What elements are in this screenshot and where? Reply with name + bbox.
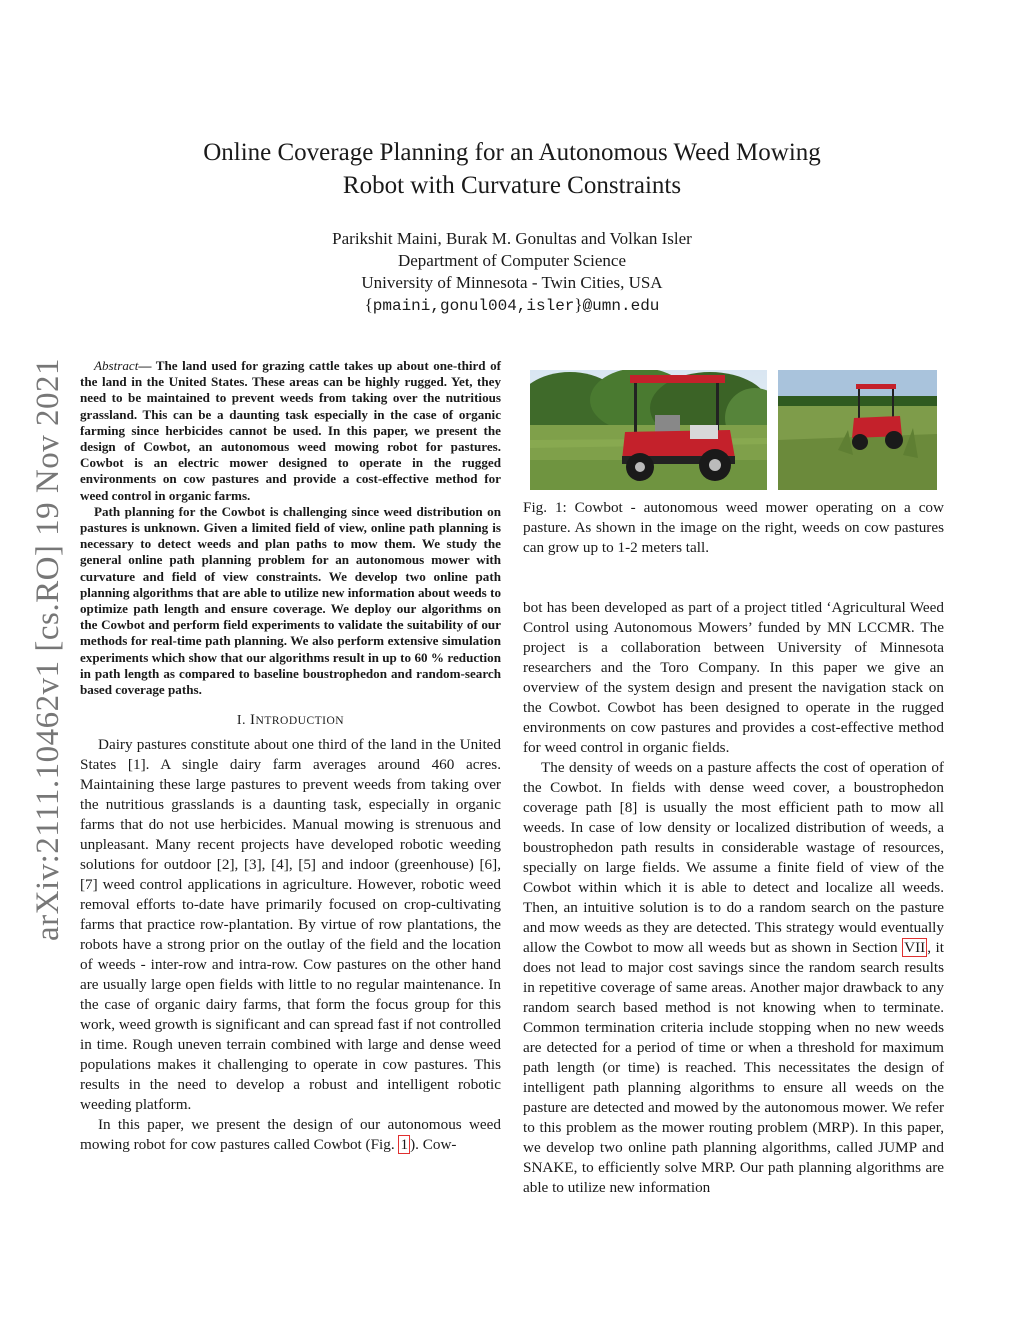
- email-brace-close: }: [574, 295, 583, 314]
- cowbot-photo-left-image: [530, 370, 767, 490]
- paper-title: [100, 136, 924, 202]
- figure-1: [530, 370, 937, 490]
- right-p2-text-a: The density of weeds on a pasture affects the cost of operation of the Cowbot. In fields with dense weed cover, a boustrophedon coverage path [8] is usually the most efficient path to mow all weeds. In case of low density or localized distribution of weeds, a boustrophedon path results in considerable wastage of resources, specially on large fields. We assume a finite field of view of the Cowbot within which it is able to detect and localize all weeds. Then, an intuitive solution is to do a random search on the pasture and mow weeds as they are detected. This strategy would eventually allow the Cowbot to mow all weeds but as shown in Section: [523, 759, 944, 956]
- section-title-rest: NTRODUCTION: [255, 715, 345, 728]
- cowbot-photo-right-image: [778, 370, 937, 490]
- author-block: [100, 228, 924, 317]
- cowbot-photo-left: [530, 370, 767, 490]
- right-paragraph-1: bot has been developed as part of a project titled ‘Agricultural Weed Control using Autonomous Mowers’ funded by MN LCCMR. The project is a collaboration between University of Minnesota researchers and the Toro Company. In this paper we give an overview of the system design and present the navigation stack on the Cowbot. Cowbot has been designed to operate in the rugged environments on cow pastures and provides a cost-effective method for weed control in organic fields.: [523, 599, 944, 756]
- arxiv-identifier: arXiv:2111.10462v1 [cs.RO] 19 Nov 2021: [30, 358, 66, 942]
- section-number: I.: [236, 713, 251, 729]
- abstract-text-1: The land used for grazing cattle takes up about one-third of the land in the United States. These areas can be highly rugged. Yet, they need to be maintained to prevent weeds from taking over the nutritious grassland. This can be a daunting task especially in the case of organic farming since herbicides cannot be used. In this paper, we present the design of Cowbot, an autonomous weed mowing robot for pastures. Cowbot is an electric mower designed to operate in the rugged environments on cow pastures and provide a cost-effective method for weed control in organic farms.: [80, 358, 501, 503]
- figure-1-caption: Fig. 1: Cowbot - autonomous weed mower operating on a cow pasture. As shown in the image on the right, weeds on cow pastures can grow up to 1-2 meters tall.: [523, 499, 944, 556]
- section-heading-introduction: [80, 712, 501, 729]
- intro-paragraph-1: Dairy pastures constitute about one third of the land in the United States [1]. A single dairy farm averages around 460 acres. Maintaining these large pastures to prevent weeds from taking over the nutritious grasslands is a daunting task, especially in organic farms that do not use herbicides. Manual mowing is strenuous and unpleasant. Many recent projects have developed robotic weeding solutions for outdoor [2], [3], [4], [5] and indoor (greenhouse) [6], [7] weed control applications in agriculture. However, robotic weed removal efforts to-date have primarily focused on crop-cultivating farms that practice row-plantation. By virtue of row plantations, the robots have a strong prior on the outlay of the field and the location of weeds - inter-row and intra-row. Cow pastures on the other hand are usually large open fields with little to no regular maintenance. In the case of organic dairy farms, that form the focus group for this work, weed growth is significant and can spread fast if not controlled in time. Rough uneven terrain combined with large and dense weed populations makes it challenging to operate in cow pastures. This results in the need to develop a robust and intelligent robotic weeding platform.: [80, 736, 501, 1114]
- abstract-paragraph-1: [80, 358, 501, 504]
- introduction-body: [80, 735, 501, 1155]
- author-emails: [100, 294, 924, 317]
- department: Department of Computer Science: [397, 251, 626, 270]
- email-usernames: pmaini,gonul004,isler: [372, 297, 575, 315]
- abstract: [80, 358, 501, 698]
- section-initial: I: [250, 712, 256, 729]
- right-p2-text-b: , it does not lead to major cost savings since the random search results in repetitive coverage of same areas. Another major drawback to any random search based method is not knowing when to terminate. Common termination criteria include stopping when no new weeds are detected for a period of time or when a threshold for maximum path length (or time) is reached. This necessitates the design of intelligent path planning algorithms to ensure all weeds on the pasture are detected and mowed by the autonomous mower. We refer to this problem as the mower routing problem (MRP). In this paper, we develop two online path planning algorithms, called JUMP and SNAKE, to efficiently solve MRP. Our path planning algorithms are able to utilize new information: [523, 939, 944, 1196]
- section-reference-link[interactable]: VII: [904, 939, 926, 956]
- intro-p2-text-a: In this paper, we present the design of our autonomous weed mowing robot for cow pastures called Cowbot (Fig.: [80, 1116, 501, 1154]
- email-brace-open: {: [364, 295, 373, 314]
- left-column: [80, 358, 501, 1155]
- abstract-paragraph-2: Path planning for the Cowbot is challenging since weed distribution on pastures is unknown. Given a limited field of view, online path planning is necessary to detect weeds and plan paths to mow them. We study the general online path planning problem for an autonomous mower with curvature and field of view constraints. We develop two online path planning algorithms that are able to utilize new information about weeds to optimize path length and ensure coverage. We deploy our algorithms on the Cowbot and perform field experiments to validate the suitability of our methods for real-time path planning. We also perform extensive simulation experiments which show that our algorithms result in up to 60 % reduction in path length as compared to baseline boustrophedon and random-search based coverage paths.: [80, 503, 501, 698]
- author-names: Parikshit Maini, Burak M. Gonultas and Volkan Isler: [332, 229, 692, 248]
- cowbot-photo-right: [778, 370, 937, 490]
- intro-paragraph-2: [80, 1115, 501, 1155]
- email-domain: @umn.edu: [582, 297, 660, 315]
- abstract-label: Abstract: [94, 358, 139, 373]
- abstract-dash: —: [138, 358, 156, 373]
- university: University of Minnesota - Twin Cities, USA: [361, 273, 663, 292]
- intro-p2-text-b: ). Cow-: [410, 1136, 457, 1154]
- right-column: [523, 598, 944, 1198]
- title-line-1: Online Coverage Planning for an Autonomous Weed Mowing: [203, 139, 821, 166]
- right-paragraph-2: [523, 758, 944, 1198]
- title-line-2: Robot with Curvature Constraints: [342, 172, 682, 199]
- figure-reference-link[interactable]: 1: [400, 1136, 409, 1154]
